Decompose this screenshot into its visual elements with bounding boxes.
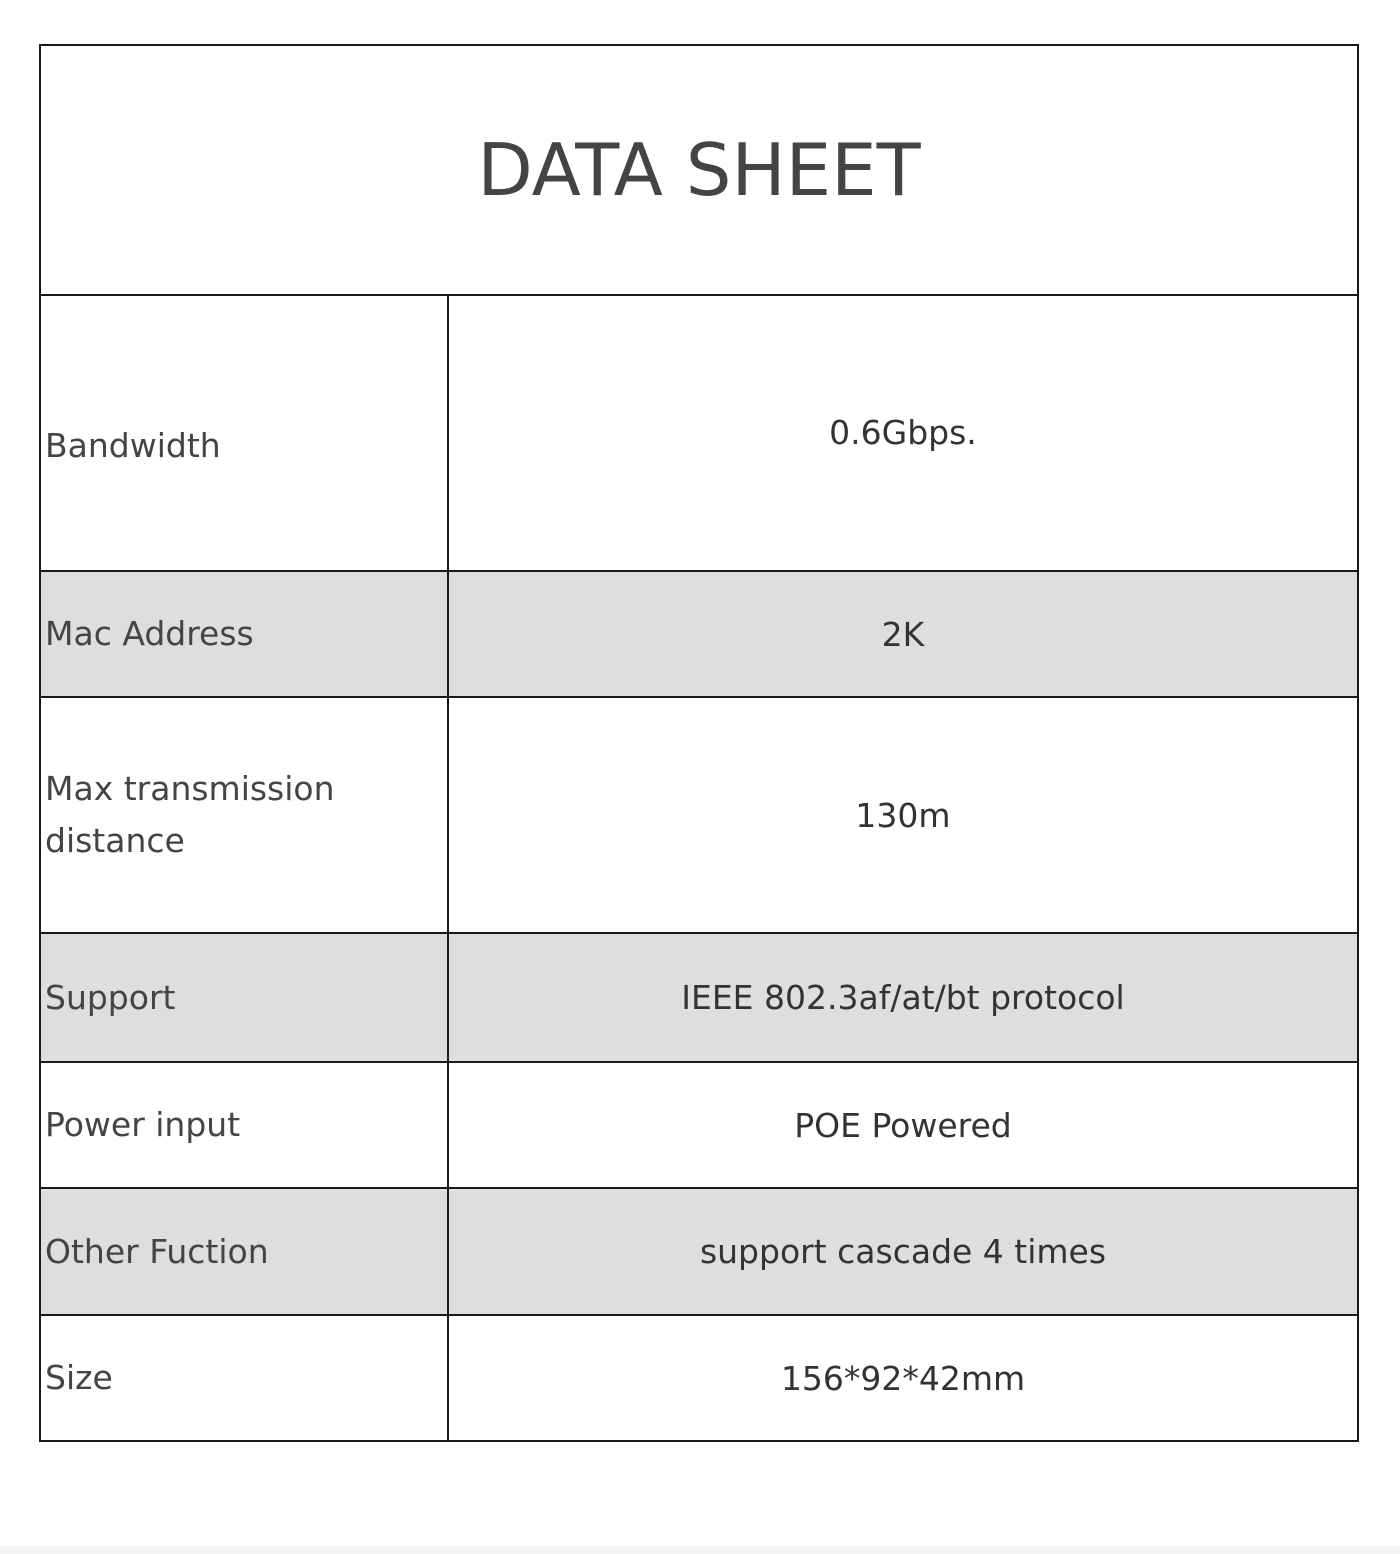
table-row xyxy=(40,1188,1358,1315)
table-row xyxy=(40,1062,1358,1188)
row-label-max-distance: Max transmission distance xyxy=(40,697,448,933)
row-value-max-distance: 130m xyxy=(448,697,1358,933)
page-bottom-divider xyxy=(0,1546,1400,1554)
table-row xyxy=(40,1315,1358,1441)
data-sheet-table xyxy=(39,44,1359,1442)
row-label-mac-address: Mac Address xyxy=(40,571,448,697)
row-label-bandwidth: Bandwidth xyxy=(40,295,448,571)
row-value-power-input: POE Powered xyxy=(448,1062,1358,1188)
row-value-size: 156*92*42mm xyxy=(448,1315,1358,1441)
row-label-support: Support xyxy=(40,933,448,1062)
row-value-mac-address: 2K xyxy=(448,571,1358,697)
row-label-power-input: Power input xyxy=(40,1062,448,1188)
table-row xyxy=(40,697,1358,933)
table-row xyxy=(40,295,1358,571)
sheet-title: DATA SHEET xyxy=(40,45,1358,295)
row-label-other-function: Other Fuction xyxy=(40,1188,448,1315)
table-row xyxy=(40,571,1358,697)
row-value-bandwidth: 0.6Gbps. xyxy=(448,295,1358,571)
title-row xyxy=(40,45,1358,295)
row-value-other-function: support cascade 4 times xyxy=(448,1188,1358,1315)
row-label-size: Size xyxy=(40,1315,448,1441)
table-row xyxy=(40,933,1358,1062)
row-value-support: IEEE 802.3af/at/bt protocol xyxy=(448,933,1358,1062)
